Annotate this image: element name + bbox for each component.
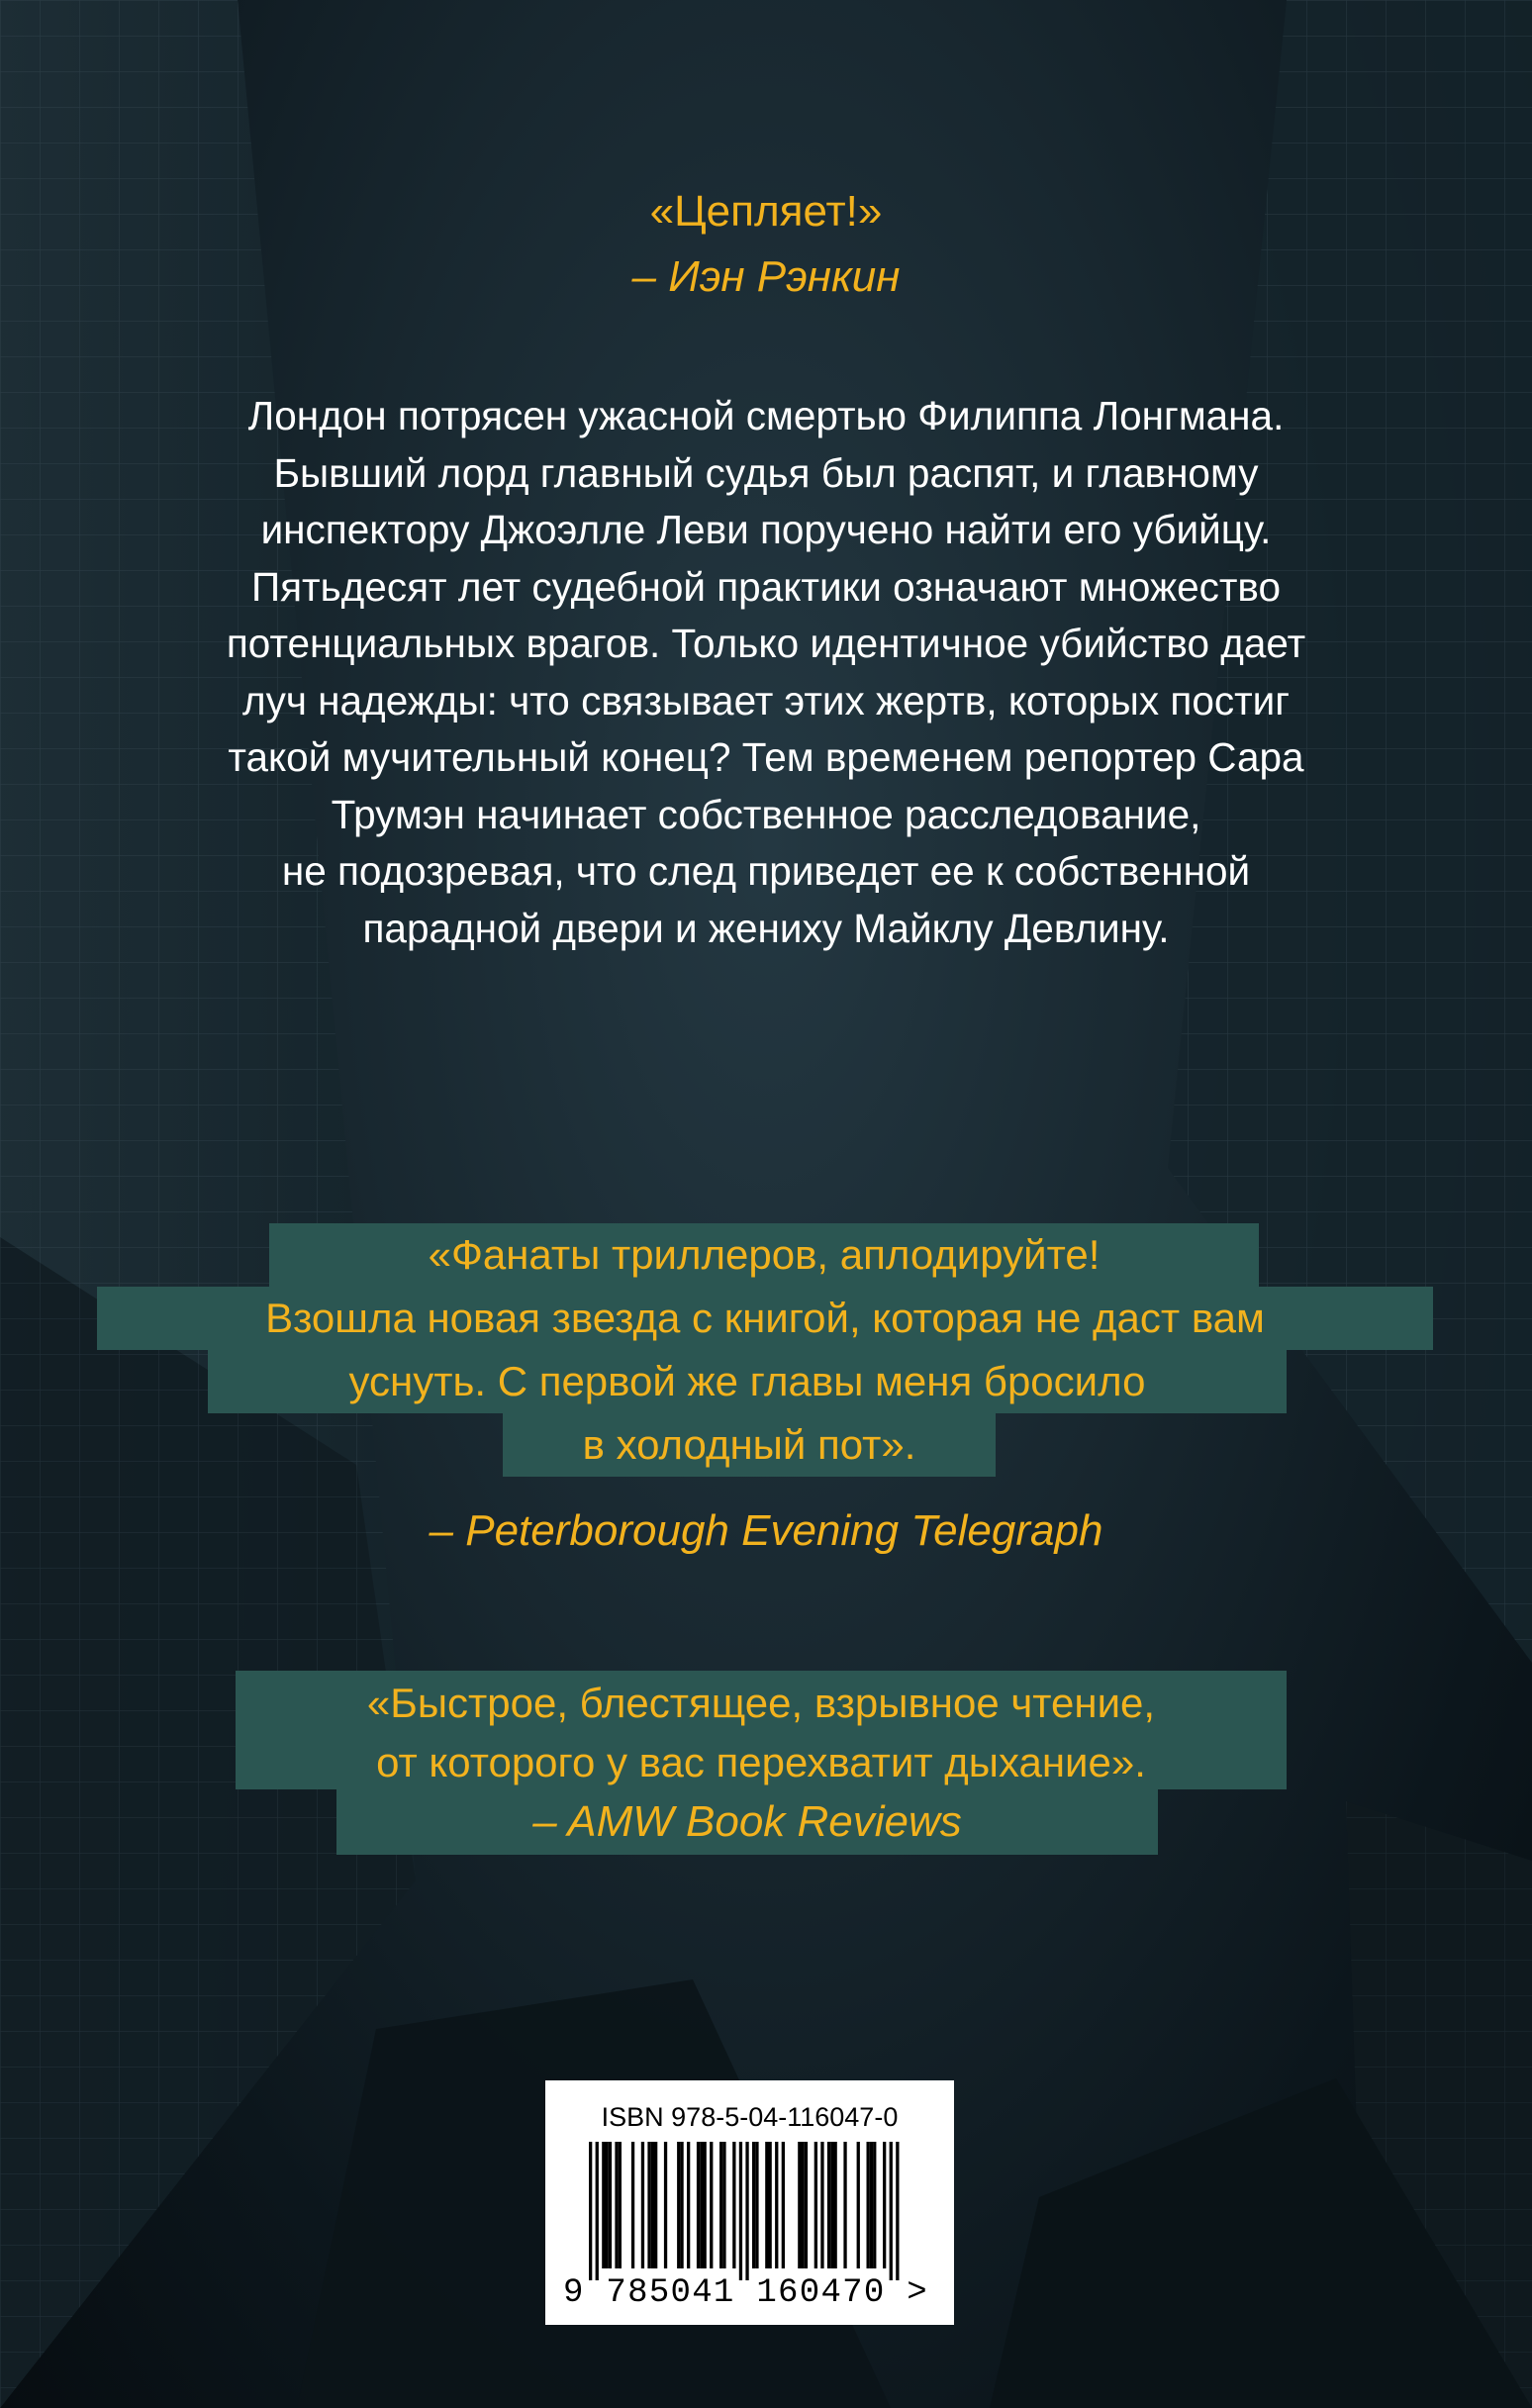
barcode-bar <box>631 2142 634 2268</box>
barcode-bar <box>834 2142 837 2268</box>
barcode-bar <box>830 2142 833 2268</box>
barcode-bar <box>680 2142 683 2268</box>
blurb-line: Лондон потрясен ужасной смертью Филиппа Лонгмана. <box>247 393 1285 438</box>
barcode-bar <box>654 2142 657 2268</box>
barcode-bar <box>867 2142 870 2268</box>
barcode-bar <box>651 2142 654 2268</box>
barcode-bar <box>704 2142 707 2268</box>
barcode-bar <box>814 2142 817 2268</box>
barcode-bar <box>615 2142 618 2268</box>
review-2-author: – AMW Book Reviews <box>336 1789 1158 1855</box>
barcode-bar <box>677 2142 680 2268</box>
barcode-bar <box>883 2142 886 2268</box>
blurb-line: Трумэн начинает собственное расследование, <box>331 791 1201 837</box>
review-1-line: уснуть. С первой же главы меня бросило <box>208 1350 1287 1413</box>
barcode-bar <box>697 2142 700 2268</box>
review-1-line: Взошла новая звезда с книгой, которая не даст вам <box>97 1287 1433 1350</box>
book-blurb <box>94 388 1438 957</box>
barcode-bar <box>820 2142 823 2268</box>
barcode-bar <box>857 2142 860 2268</box>
barcode-bar <box>890 2142 893 2280</box>
blurb-line: парадной двери и жениху Майклу Девлину. <box>362 905 1170 951</box>
review-1-line: «Фанаты триллеров, аплодируйте! <box>269 1223 1259 1287</box>
barcode-bar <box>641 2142 644 2268</box>
barcode-bar <box>805 2142 808 2268</box>
barcode-bar <box>619 2142 622 2268</box>
barcode-bar <box>752 2142 755 2268</box>
barcode-bar <box>606 2142 609 2268</box>
isbn-barcode <box>545 2080 954 2325</box>
barcode-bar <box>700 2142 703 2268</box>
blurb-line: такой мучительный конец? Тем временем репортер Сара <box>228 734 1304 780</box>
blurb-line: Пятьдесят лет судебной практики означают множество <box>250 563 1281 610</box>
barcode-bar <box>873 2142 876 2268</box>
blurb-line: потенциальных врагов. Только идентичное убийство дает <box>226 621 1306 666</box>
barcode-bar <box>870 2142 873 2268</box>
barcode-bar <box>769 2142 772 2268</box>
barcode-bar <box>798 2142 801 2268</box>
barcode-bar <box>609 2142 612 2268</box>
blurb-line: инспектору Джоэлле Леви поручено найти его убийцу. <box>260 507 1272 552</box>
review-2-line: «Быстрое, блестящее, взрывное чтение, <box>236 1671 1287 1736</box>
barcode-bar <box>589 2142 592 2280</box>
barcode-bar <box>732 2142 735 2268</box>
blurb-line: Бывший лорд главный судья был распят, и главному <box>273 449 1259 496</box>
quote-top-text: «Цепляет!» <box>649 187 883 236</box>
isbn-label: ISBN 978-5-04-116047-0 <box>601 2102 899 2132</box>
review-1-line: в холодный пот». <box>503 1413 996 1477</box>
barcode-bar <box>755 2142 758 2268</box>
barcode-bar <box>802 2142 805 2268</box>
barcode-bar <box>687 2142 690 2268</box>
quote-top-author: – Иэн Рэнкин <box>631 252 901 301</box>
barcode-bar <box>602 2142 605 2268</box>
barcode-bar <box>782 2142 785 2268</box>
blurb-line: луч надежды: что связывает этих жертв, которых постиг <box>241 677 1291 723</box>
barcode-bar <box>710 2142 713 2268</box>
review-2-line: от которого у вас перехватит дыхание». <box>236 1736 1287 1789</box>
barcode-bar <box>719 2142 722 2268</box>
review-1-author: – Peterborough Evening Telegraph <box>429 1506 1103 1555</box>
barcode-bar <box>739 2142 742 2280</box>
barcode-bar <box>596 2142 599 2280</box>
blurb-line: не подозревая, что след приведет ее к собственной <box>281 848 1251 894</box>
barcode-bar <box>843 2142 846 2268</box>
barcode-bar <box>722 2142 725 2268</box>
barcode-digits: 9 785041 160470 > <box>563 2274 928 2312</box>
barcode-bar <box>664 2142 667 2268</box>
barcode-bar <box>827 2142 830 2268</box>
barcode-bar <box>765 2142 768 2268</box>
barcode-bar <box>775 2142 778 2268</box>
barcode-bar <box>647 2142 650 2268</box>
barcode-bar <box>745 2142 748 2280</box>
barcode-bar <box>896 2142 899 2280</box>
